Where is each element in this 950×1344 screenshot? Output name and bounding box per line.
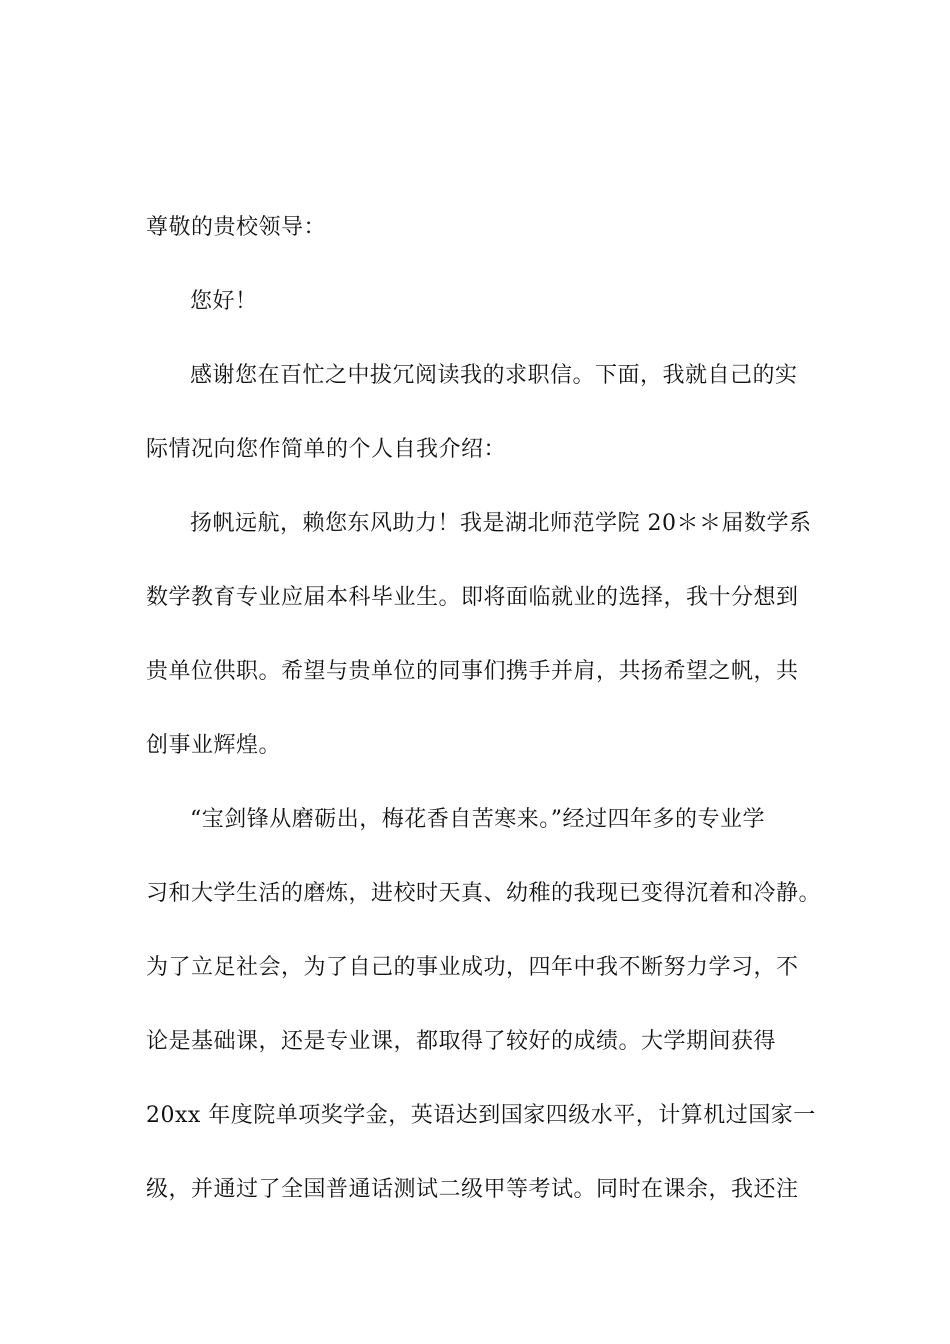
- text-line: 习和大学生活的磨炼，进校时天真、幼稚的我现已变得沉着和冷静。: [146, 881, 822, 906]
- text-line: 论是基础课，还是专业课，都取得了较好的成绩。大学期间获得: [146, 1029, 777, 1054]
- text-line: 际情况向您作简单的个人自我介绍：: [146, 437, 507, 462]
- text-line: 感谢您在百忙之中拔冗阅读我的求职信。下面，我就自己的实: [190, 363, 798, 388]
- text-line: 贵单位供职。希望与贵单位的同事们携手并肩，共扬希望之帆，共: [146, 659, 799, 684]
- text-line: 创事业辉煌。: [146, 733, 282, 758]
- text-line: 20xx 年度院单项奖学金，英语达到国家四级水平，计算机过国家一: [146, 1103, 816, 1128]
- text-line: 为了立足社会，为了自己的事业成功，四年中我不断努力学习，不: [146, 955, 799, 980]
- text-line: 扬帆远航，赖您东风助力！我是湖北师范学院 20＊＊届数学系: [190, 511, 812, 536]
- greeting: 您好！: [190, 289, 258, 314]
- salutation: 尊敬的贵校领导：: [146, 215, 327, 240]
- text-line: 级，并通过了全国普通话测试二级甲等考试。同时在课余，我还注: [146, 1177, 799, 1202]
- text-line: “宝剑锋从磨砺出，梅花香自苦寒来。”经过四年多的专业学: [190, 807, 765, 832]
- text-line: 数学教育专业应届本科毕业生。即将面临就业的选择，我十分想到: [146, 585, 799, 610]
